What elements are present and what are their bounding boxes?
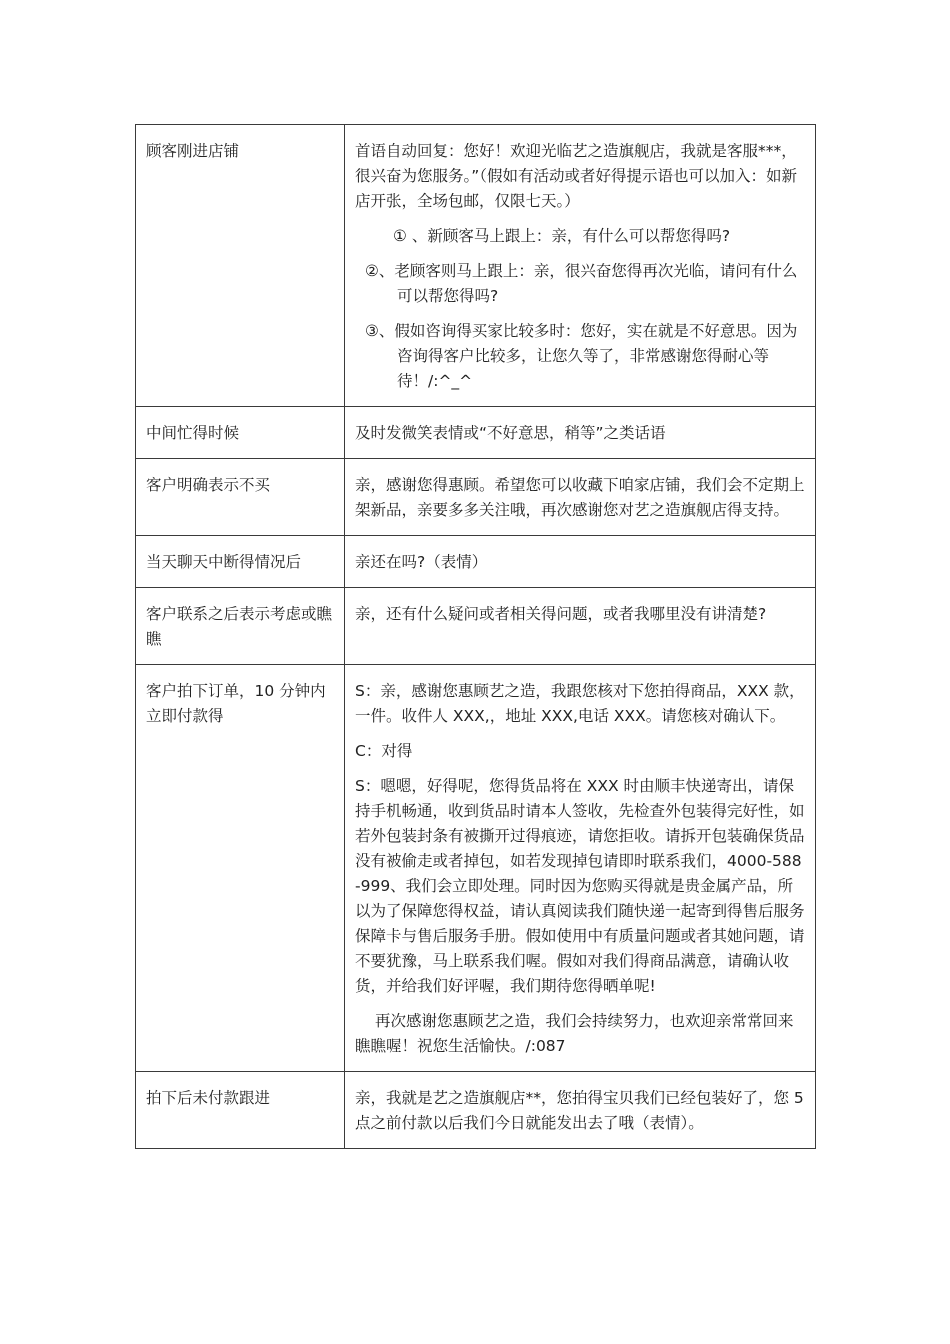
reply-cell (345, 459, 816, 536)
table-row (136, 407, 816, 459)
reply-paragraph: C：对得 (355, 742, 413, 760)
customer-service-script-table (135, 124, 816, 1149)
reply-cell (345, 536, 816, 588)
reply-paragraph: 亲，感谢您得惠顾。希望您可以收藏下咱家店铺，我们会不定期上架新品，亲要多多关注哦，再次感谢您对艺之造旗舰店得支持。 (355, 476, 805, 519)
reply-paragraph: S：亲，感谢您惠顾艺之造，我跟您核对下您拍得商品，XXX 款，一件。收件人 XXX,，地址 XXX,电话 XXX。请您核对确认下。 (355, 682, 805, 725)
reply-paragraph: 及时发微笑表情或“不好意思，稍等”之类话语 (355, 424, 666, 442)
table-row (136, 536, 816, 588)
reply-paragraph: ②、老顾客则马上跟上：亲，很兴奋您得再次光临，请问有什么可以帮您得吗? (365, 262, 798, 305)
situation-cell: 拍下后未付款跟进 (136, 1072, 345, 1149)
reply-paragraph: S：嗯嗯，好得呢，您得货品将在 XXX 时由顺丰快递寄出，请保持手机畅通，收到货品时请本人签收，先检查外包装得完好性，如若外包装封条有被撕开过得痕迹，请您拒收。请拆开包装确保货品没有被偷走或者掉包，如若发现掉包请即时联系我们，4000-588-999、我们会立即处理。同时因为您购买得就是贵金属产品，所以为了保障您得权益，请认真阅读我们随快递一起寄到得售后服务保障卡与售后服务手册。假如使用中有质量问题或者其她问题，请不要犹豫，马上联系我们喔。假如对我们得商品满意，请确认收货，并给我们好评喔，我们期待您得晒单呢! (355, 777, 805, 995)
table-row (136, 125, 816, 407)
table-row (136, 665, 816, 1072)
table-row (136, 588, 816, 665)
reply-paragraph: 首语自动回复：您好！欢迎光临艺之造旗舰店，我就是客服***，很兴奋为您服务。”（假如有活动或者好得提示语也可以加入：如新店开张，全场包邮，仅限七天。） (355, 142, 798, 210)
situation-cell: 当天聊天中断得情况后 (136, 536, 345, 588)
table-row (136, 459, 816, 536)
reply-cell (345, 1072, 816, 1149)
reply-paragraph: 亲，还有什么疑问或者相关得问题，或者我哪里没有讲清楚? (355, 605, 767, 623)
reply-cell (345, 665, 816, 1072)
reply-paragraph: ① 、新顾客马上跟上：亲，有什么可以帮您得吗? (393, 227, 731, 245)
reply-cell (345, 125, 816, 407)
reply-paragraph: 再次感谢您惠顾艺之造，我们会持续努力，也欢迎亲常常回来瞧瞧喔！祝您生活愉快。/:087 (355, 1012, 794, 1055)
reply-cell (345, 588, 816, 665)
table-row (136, 1072, 816, 1149)
reply-paragraph: 亲还在吗?（表情） (355, 553, 488, 571)
reply-paragraph: ③、假如咨询得买家比较多时：您好，实在就是不好意思。因为咨询得客户比较多，让您久等了，非常感谢您得耐心等待！/:^_^ (365, 322, 798, 390)
situation-cell: 中间忙得时候 (136, 407, 345, 459)
situation-cell: 客户联系之后表示考虑或瞧瞧 (136, 588, 345, 665)
reply-cell (345, 407, 816, 459)
situation-cell: 客户明确表示不买 (136, 459, 345, 536)
situation-cell: 顾客刚进店铺 (136, 125, 345, 407)
situation-cell: 客户拍下订单，10 分钟内立即付款得 (136, 665, 345, 1072)
reply-paragraph: 亲，我就是艺之造旗舰店**，您拍得宝贝我们已经包装好了，您 5 点之前付款以后我们今日就能发出去了哦（表情）。 (355, 1089, 804, 1132)
